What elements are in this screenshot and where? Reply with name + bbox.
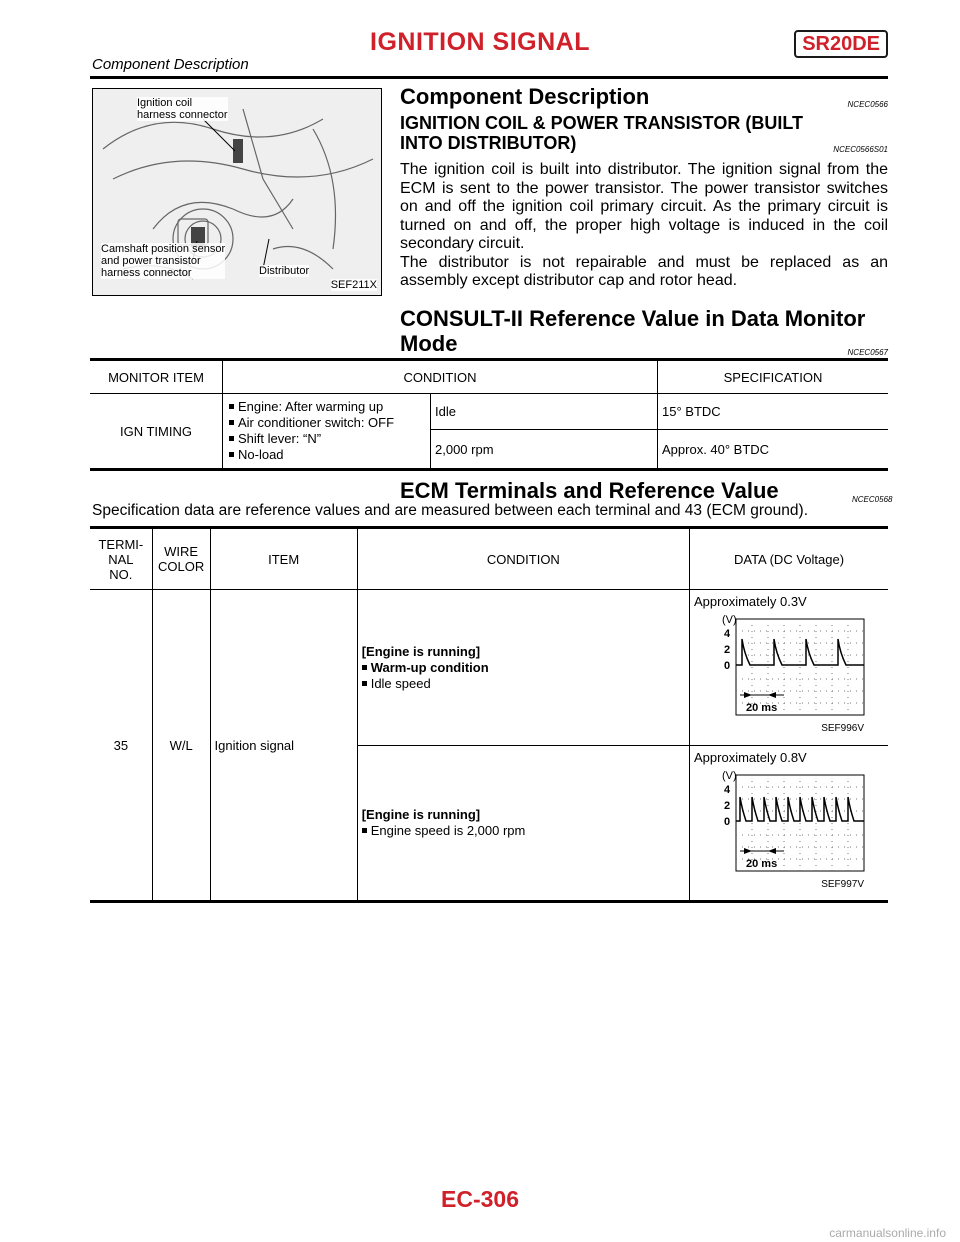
- section-subtitle: Component Description: [92, 56, 249, 73]
- consult-heading: CONSULT-II Reference Value in Data Monitor Mode: [400, 306, 866, 356]
- ecm-data-2000-value: Approximately 0.8V: [694, 750, 807, 765]
- ecm-intro: Specification data are reference values and are measured between each terminal and 43 (ECM ground).: [92, 502, 808, 519]
- oscilloscope-idle: [694, 613, 884, 733]
- svg-text:0: 0: [724, 660, 731, 672]
- list-item: Idle speed: [362, 676, 688, 692]
- list-item: Engine: After warming up: [229, 399, 429, 415]
- svg-text:4: 4: [724, 628, 731, 640]
- component-description: [400, 84, 888, 291]
- consult-cond-2000: 2,000 rpm: [431, 430, 658, 470]
- model-badge: SR20DE: [794, 30, 888, 58]
- consult-heading-block: [400, 306, 888, 356]
- list-item: Warm-up condition: [362, 660, 688, 676]
- consult-item: IGN TIMING: [90, 394, 223, 470]
- svg-text:0: 0: [724, 816, 731, 828]
- ecm-wire-color: W/L: [152, 590, 210, 902]
- ecm-col-header: WIRE COLOR: [152, 528, 210, 590]
- callout-ignition-coil: Ignition coil harness connector: [137, 97, 228, 121]
- component-tag: NCEC0566: [847, 100, 888, 109]
- ecm-col-header: DATA (DC Voltage): [733, 551, 845, 567]
- ecm-data-idle: [690, 590, 889, 746]
- consult-table: [90, 358, 888, 471]
- component-subheading: IGNITION COIL & POWER TRANSISTOR (BUILT INTO DISTRIBUTOR): [400, 113, 803, 153]
- svg-text:20 ms: 20 ms: [746, 858, 778, 870]
- oscilloscope-2000rpm: [694, 769, 884, 889]
- svg-text:2: 2: [724, 644, 731, 656]
- component-subtag: NCEC0566S01: [833, 145, 888, 154]
- consult-col-header: SPECIFICATION: [723, 369, 823, 385]
- ecm-col-header: ITEM: [210, 528, 357, 590]
- consult-tag: NCEC0567: [847, 348, 888, 357]
- component-para-2: The distributor is not repairable and must be replaced as an assembly except distributor cap and rotor head.: [400, 253, 888, 289]
- figure-code: SEF211X: [330, 279, 377, 291]
- consult-conditions: [223, 394, 431, 470]
- scope-unit: (V): [722, 770, 737, 782]
- consult-spec-2000: Approx. 40° BTDC: [662, 441, 770, 457]
- list-item: Air conditioner switch: OFF: [229, 415, 429, 431]
- callout-distributor: Distributor: [259, 265, 310, 277]
- list-item: Engine speed is 2,000 rpm: [362, 823, 688, 839]
- svg-text:20 ms: 20 ms: [746, 702, 778, 714]
- header-rule: [90, 76, 888, 79]
- figure-code: SEF997V: [821, 879, 864, 889]
- watermark: carmanualsonline.info: [829, 1226, 946, 1240]
- svg-text:4: 4: [724, 784, 731, 796]
- consult-col-header: CONDITION: [223, 360, 658, 394]
- ecm-heading: ECM Terminals and Reference Value: [400, 478, 779, 503]
- ecm-tag: NCEC0568: [852, 495, 893, 504]
- component-heading: Component Description: [400, 84, 650, 109]
- ecm-col-header: CONDITION: [357, 528, 689, 590]
- ecm-col-header: TERMI- NAL NO.: [90, 528, 152, 590]
- ecm-table: [90, 526, 888, 903]
- callout-camshaft-sensor: Camshaft position sensor and power transistor harness connector: [101, 243, 226, 279]
- consult-cond-idle: Idle: [431, 394, 658, 430]
- ecm-data-2000: [690, 746, 889, 902]
- ecm-condition-idle: [Engine is running] Warm-up condition Idle speed: [357, 590, 689, 746]
- ecm-condition-2000: [Engine is running] Engine speed is 2,000 rpm: [357, 746, 689, 902]
- ecm-data-idle-value: Approximately 0.3V: [694, 594, 807, 609]
- figure-code: SEF996V: [821, 723, 864, 733]
- consult-col-header: MONITOR ITEM: [90, 360, 223, 394]
- ecm-terminal: 35: [90, 590, 152, 902]
- ecm-item: Ignition signal: [210, 590, 357, 902]
- component-photo: [92, 88, 382, 296]
- list-item: No-load: [229, 447, 429, 463]
- page-title: IGNITION SIGNAL: [370, 28, 590, 56]
- scope-unit: (V): [722, 614, 737, 626]
- consult-spec-idle: 15° BTDC: [662, 404, 721, 419]
- page-number: EC-306: [441, 1186, 519, 1212]
- svg-text:2: 2: [724, 800, 731, 812]
- list-item: Shift lever: “N”: [229, 431, 429, 447]
- component-para-1: The ignition coil is built into distributor. The ignition signal from the ECM is sent to the power transistor. The power transistor switches on and off the ignition coil primary circuit. As the primary circuit is turned on and off, the proper high voltage is induced in the coil secondary circuit.: [400, 161, 888, 252]
